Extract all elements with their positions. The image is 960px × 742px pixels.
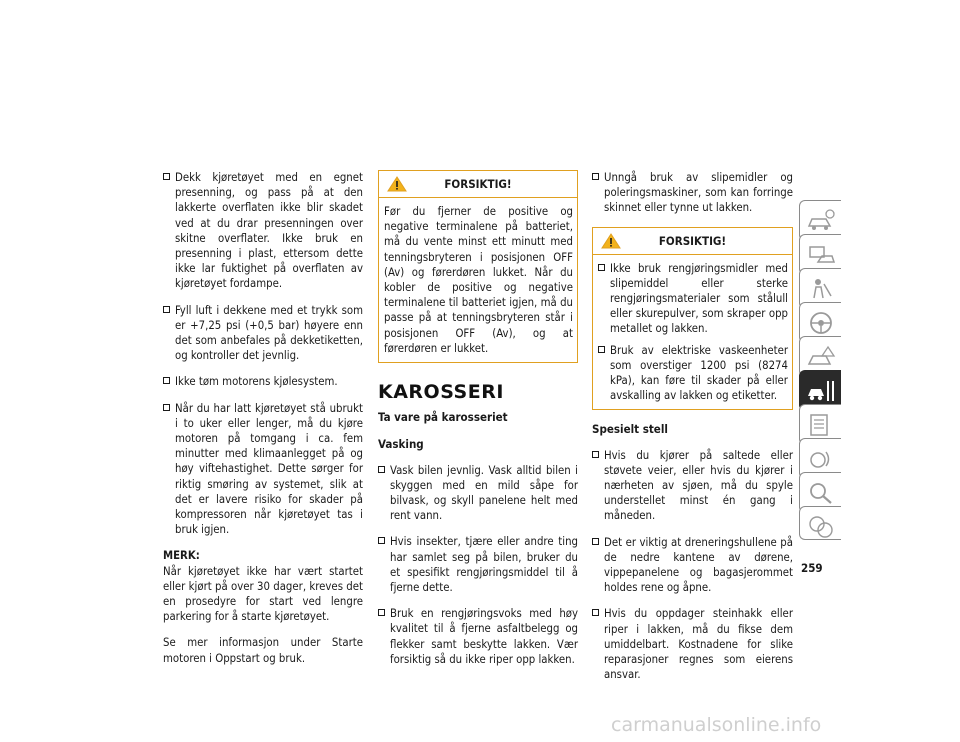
checkbox-bullet-icon [163, 173, 170, 180]
checkbox-bullet-icon [592, 173, 599, 180]
caution-text: Før du fjerner de positive og negative terminalene på batteriet, må du vente minst ett minutt med tenningsbryteren i posisjonen OFF (Av) og førerdøren lukket. Når du kobler de positive og negative terminalene til batteriet igjen, må du passe på at tenningsbryteren står i posisjonen OFF (Av), og at førerdøren er lukket. [384, 205, 573, 355]
caution-box [592, 227, 793, 411]
checkbox-bullet-icon [592, 451, 599, 458]
bullet-item: Ikke tøm motorens kjølesystem. [163, 374, 363, 389]
bullet-item: Bruk av elektriske vaskeenheter som overstiger 1200 psi (8274 kPa), kan føre til skader på eller avskalling av lakken og etiketter. [598, 343, 788, 404]
car-info-icon [806, 208, 836, 234]
watermark: carmanualsonline.info [611, 714, 822, 736]
bullet-item: Det er viktig at dreneringshullene på de nedre kantene av dørene, vippepanelene og bagasjerommet holdes rene og åpne. [592, 535, 793, 596]
washing-heading: Vasking [378, 437, 424, 452]
caution-title: FORSIKTIG! [444, 177, 512, 191]
car-service-icon [806, 378, 836, 404]
checkbox-bullet-icon [378, 466, 385, 473]
bullet-item: Bruk en rengjøringsvoks med høy kvalitet til å fjerne asfaltbelegg og flekker samt beskytte lakken. Vær forsiktig så du ikke riper opp lakken. [378, 606, 578, 667]
bullet-item: Hvis insekter, tjære eller andre ting har samlet seg på bilen, bruker du et spesifikt rengjøringsmiddel til å fjerne dette. [378, 534, 578, 595]
checkbox-bullet-icon [598, 346, 605, 353]
bullet-item: Hvis du oppdager steinhakk eller riper i lakken, må du fikse dem umiddelbart. Kostnadene for slike reparasjoner regnes som eierens ansvar. [592, 606, 793, 682]
caution-header [593, 228, 792, 255]
section-heading: KAROSSERI [378, 381, 504, 404]
checkbox-bullet-icon [163, 404, 170, 411]
subsection-heading: Ta vare på karosseriet [378, 410, 508, 425]
special-care-heading: Spesielt stell [592, 422, 668, 437]
note-text: Når kjøretøyet ikke har vært startet eller kjørt på over 30 dager, kreves det en prosedyre for start ved lengre parkering for å starte kjøretøyet. [163, 564, 363, 624]
specifications-list-icon [806, 412, 836, 438]
checkbox-bullet-icon [592, 609, 599, 616]
caution-body [593, 255, 792, 410]
bullet-item: Unngå bruk av slipemidler og poleringsmaskiner, som kan forringe skinnet eller tynne ut lakken. [592, 170, 793, 216]
multimedia-icon [806, 446, 836, 472]
bullet-item: Hvis du kjører på saltede eller støvete veier, eller hvis du kjører i nærheten av sjøen, må du spyle understellet minst én gang i måneden. [592, 448, 793, 524]
chapter-tabs [799, 200, 841, 540]
page-number: 259 [801, 561, 823, 575]
languages-icon [806, 514, 836, 540]
bullet-item: Fyll luft i dekkene med et trykk som er +7,25 psi (+0,5 bar) høyere enn det som anbefales på dekketiketten, og kontroller det jevnlig. [163, 303, 363, 364]
left-column [163, 170, 363, 677]
tab-languages[interactable] [799, 506, 841, 540]
bullet-item: Når du har latt kjøretøyet stå ubrukt i to uker eller lenger, må du kjøre motoren på tomgang i ca. fem minutter med klimaanlegget på og høy viftehastighet. Dette sørger for riktig smøring av systemet, slik at det er lavere risiko for skader på kompressoren når kjøretøyet tas i bruk igjen. [163, 401, 363, 538]
bullet-item: Ikke bruk rengjøringsmidler med slipemiddel eller sterke rengjøringsmaterialer som stålull eller skurepulver, som skraper opp metallet og lakken. [598, 261, 788, 337]
caution-header [379, 171, 577, 198]
car-warning-icon [806, 344, 836, 370]
middle-column [378, 170, 578, 678]
checkbox-bullet-icon [378, 609, 385, 616]
checkbox-bullet-icon [378, 537, 385, 544]
car-messages-icon [806, 242, 836, 268]
bullet-item: Dekk kjøretøyet med en egnet presenning, og pass på at den lakkerte overflaten ikke blir skadet ved at du drar presenningen over skitne overflater. Ikke bruk en presenning i plast, ettersom dette ikke lar fuktighet på overflaten av kjøretøyet fordampe. [163, 170, 363, 292]
checkbox-bullet-icon [163, 306, 170, 313]
bullet-item: Vask bilen jevnlig. Vask alltid bilen i skyggen med en mild såpe for bilvask, og skyll panelene helt med rent vann. [378, 463, 578, 524]
checkbox-bullet-icon [592, 538, 599, 545]
caution-box [378, 170, 578, 363]
checkbox-bullet-icon [598, 264, 605, 271]
steering-wheel-icon [806, 310, 836, 336]
note-title: MERK: [163, 549, 200, 563]
checkbox-bullet-icon [163, 377, 170, 384]
right-column [592, 170, 793, 693]
caution-title: FORSIKTIG! [658, 233, 727, 248]
search-icon [806, 480, 836, 506]
caution-body [379, 198, 577, 362]
see-also-text: Se mer informasjon under Starte motoren i Oppstart og bruk. [163, 636, 363, 665]
passenger-safety-icon [806, 276, 836, 302]
